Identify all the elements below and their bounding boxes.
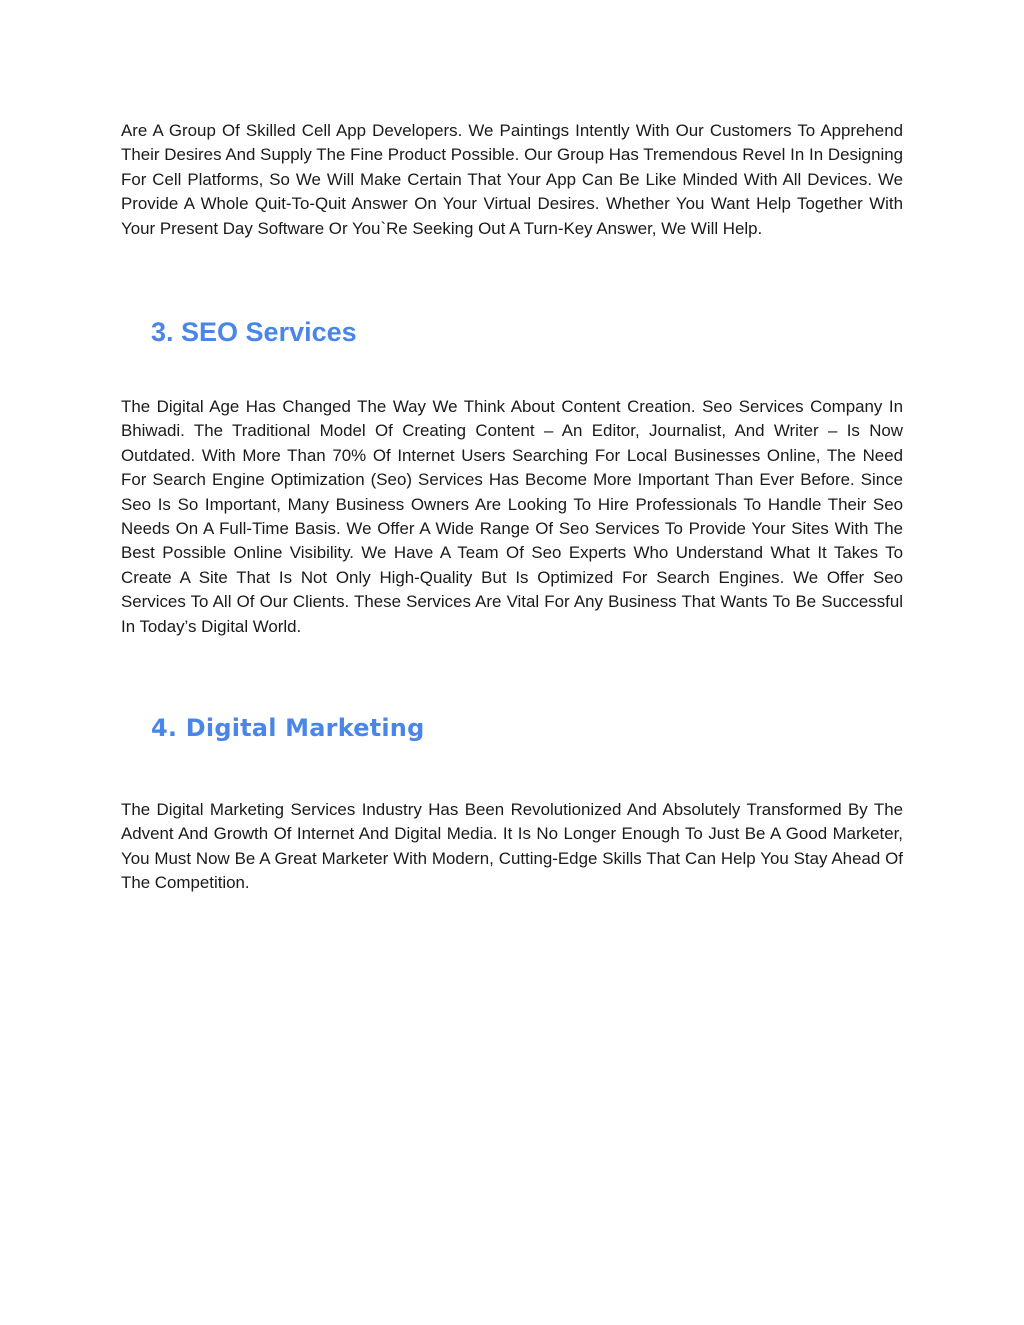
section-body-seo-services: The Digital Age Has Changed The Way We Think About Content Creation. Seo Services Company In Bhiwadi. The Traditional Model Of Creating Content – An Editor, Journalist, And Writer – Is Now Outdated. With More Than 70% Of Internet Users Searching For Local Businesses Online, The Need For Search Engine Optimization (Seo) Services Has Become More Important Than Ever Before. Since Seo Is So Important, Many Business Owners Are Looking To Hire Professionals To Handle Their Seo Needs On A Full-Time Basis. We Offer A Wide Range Of Seo Services To Provide Your Sites With The Best Possible Online Visibility. We Have A Team Of Seo Experts Who Understand What It Takes To Create A Site That Is Not Only High-Quality But Is Optimized For Search Engines. We Offer Seo Services To All Of Our Clients. These Services Are Vital For Any Business That Wants To Be Successful In Today’s Digital World. bbox=[121, 397, 903, 636]
intro-paragraph: Are A Group Of Skilled Cell App Developers. We Paintings Intently With Our Customers To Apprehend Their Desires And Supply The Fine Product Possible. Our Group Has Tremendous Revel In In Designing For Cell Platforms, So We Will Make Certain That Your App Can Be Like Minded With All Devices. We Provide A Whole Quit-To-Quit Answer On Your Virtual Desires. Whether You Want Help Together With Your Present Day Software Or You`Re Seeking Out A Turn-Key Answer, We Will Help. bbox=[121, 121, 903, 238]
section-heading-digital-marketing: 4. Digital Marketing bbox=[151, 714, 425, 742]
section-heading-seo-services: 3. SEO Services bbox=[151, 317, 357, 347]
section-body-digital-marketing: The Digital Marketing Services Industry Has Been Revolutionized And Absolutely Transformed By The Advent And Growth Of Internet And Digital Media. It Is No Longer Enough To Just Be A Good Marketer, You Must Now Be A Great Marketer With Modern, Cutting-Edge Skills That Can Help You Stay Ahead Of The Competition. bbox=[121, 800, 903, 893]
